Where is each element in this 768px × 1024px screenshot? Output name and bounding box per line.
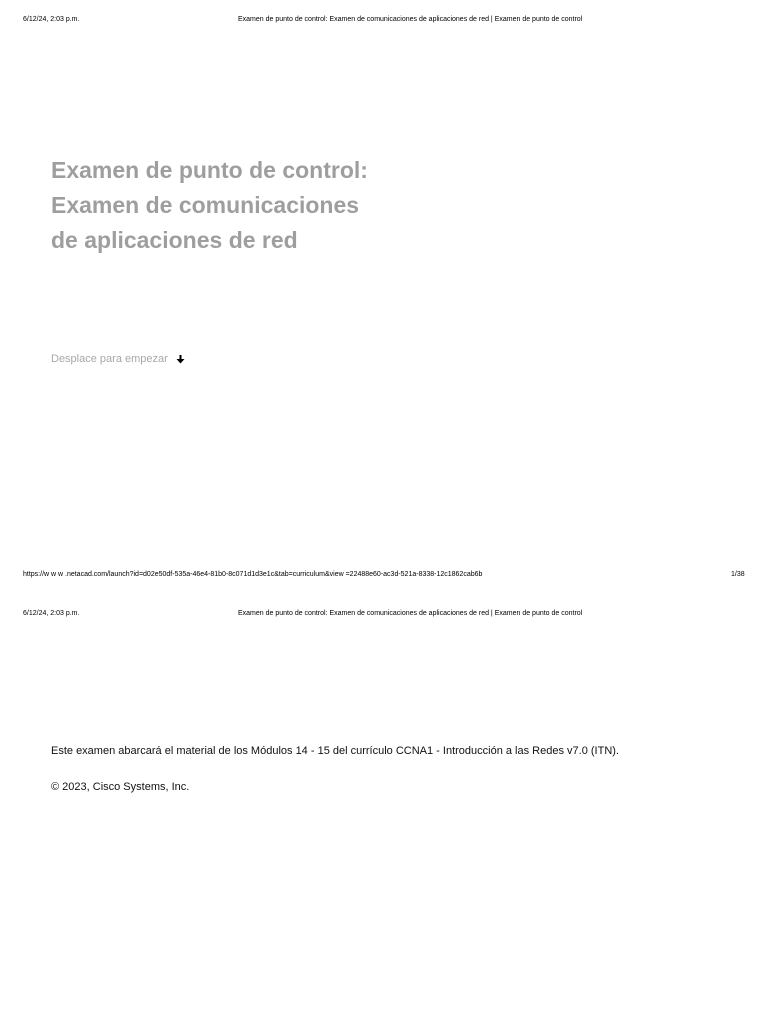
print-page-number: 1/38 <box>731 571 745 578</box>
print-date: 6/12/24, 2:03 p.m. <box>23 16 80 23</box>
exam-title-line-3: de aplicaciones de red <box>51 227 298 253</box>
print-header-title-page2: Examen de punto de control: Examen de comunicaciones de aplicaciones de red | Examen de punto de control <box>238 610 583 617</box>
print-date-page2: 6/12/24, 2:03 p.m. <box>23 610 80 617</box>
exam-title-line-1: Examen de punto de control: <box>51 157 368 183</box>
print-header-title: Examen de punto de control: Examen de comunicaciones de aplicaciones de red | Examen de punto de control <box>238 16 583 23</box>
copyright-notice: © 2023, Cisco Systems, Inc. <box>51 781 190 793</box>
exam-title-line-2: Examen de comunicaciones <box>51 192 360 218</box>
arrow-down-icon <box>176 354 185 364</box>
print-footer-url: https://w w w .netacad.com/launch?id=d02e50df-535a-46e4-81b0-8c071d1d3e1c&tab=curriculum&view =22488e60-ac3d-521a-8338-12c1862cab6b <box>23 571 483 578</box>
scroll-hint-label: Desplace para empezar <box>51 353 168 365</box>
scroll-hint[interactable] <box>51 352 185 366</box>
exam-description: Este examen abarcará el material de los Módulos 14 - 15 del currículo CCNA1 - Introducción a las Redes v7.0 (ITN). <box>51 745 619 757</box>
